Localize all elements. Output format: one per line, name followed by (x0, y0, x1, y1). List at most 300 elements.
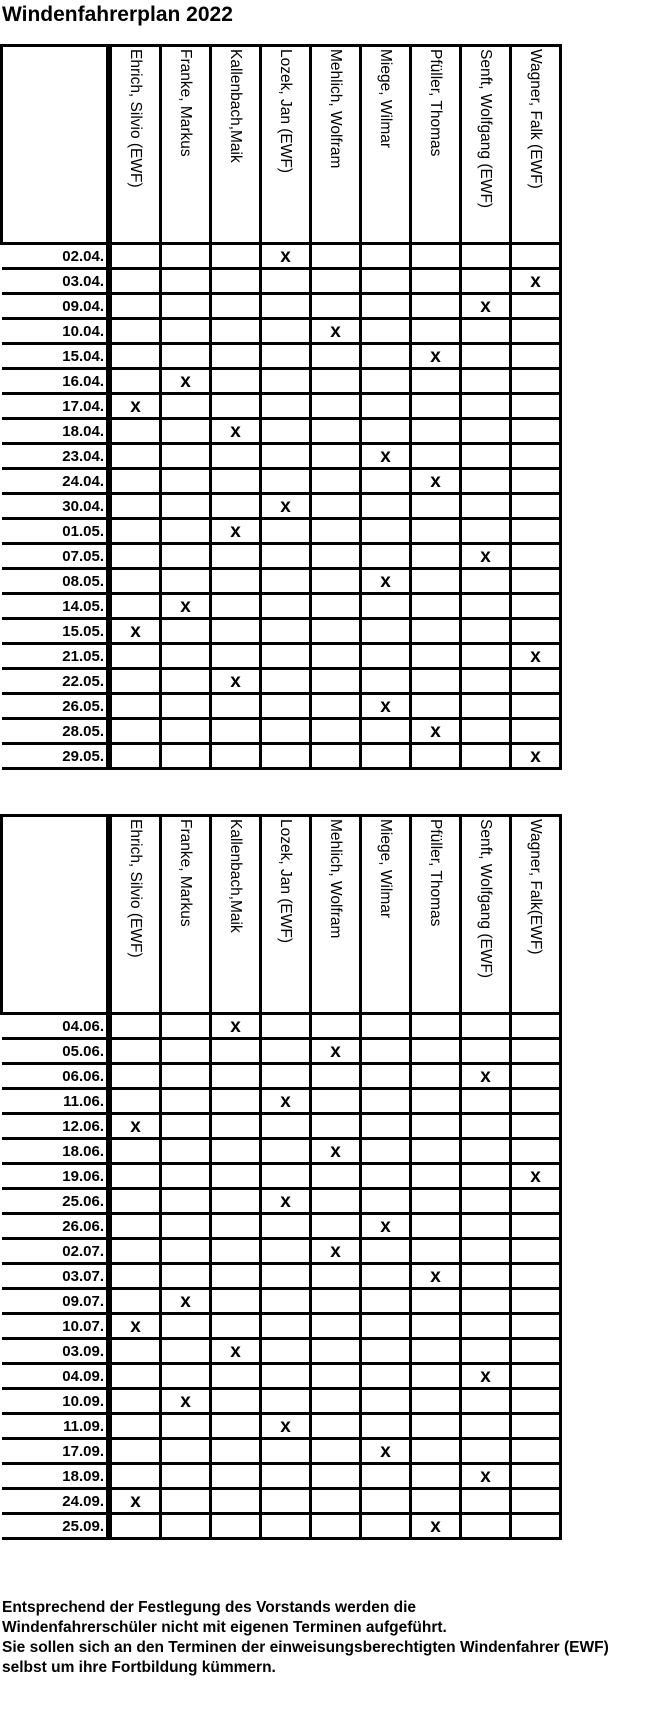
assignment-cell (261, 1389, 311, 1414)
date-cell: 30.04. (2, 494, 110, 519)
person-name: Ehrich, Silvio (EWF) (127, 819, 144, 958)
assignment-cell (261, 1214, 311, 1239)
assignment-cell (261, 1464, 311, 1489)
assignment-cell (411, 694, 461, 719)
assignment-cell (411, 1014, 461, 1039)
assignment-cell (261, 1489, 311, 1514)
header-row (2, 46, 561, 244)
assignment-cell (161, 1489, 211, 1514)
date-cell: 08.05. (2, 569, 110, 594)
assignment-cell (411, 1364, 461, 1389)
person-name: Mehlich, Wolfram (327, 49, 344, 169)
table-row (2, 494, 561, 519)
assignment-cell (109, 1039, 161, 1064)
assignment-cell (261, 1439, 311, 1464)
header-row (2, 816, 561, 1014)
assignment-cell (361, 594, 411, 619)
assignment-cell (161, 719, 211, 744)
assignment-cell: x (311, 1039, 361, 1064)
assignment-cell (311, 1414, 361, 1439)
assignment-cell (411, 1114, 461, 1139)
table-row (2, 1414, 561, 1439)
assignment-cell: x (161, 1289, 211, 1314)
assignment-cell (109, 469, 161, 494)
assignment-cell: x (411, 344, 461, 369)
table-row (2, 544, 561, 569)
assignment-cell (161, 1314, 211, 1339)
assignment-cell (211, 394, 261, 419)
assignment-cell (511, 1139, 561, 1164)
assignment-cell (161, 444, 211, 469)
assignment-cell (211, 1264, 261, 1289)
assignment-cell (511, 294, 561, 319)
assignment-cell (109, 544, 161, 569)
assignment-cell (311, 369, 361, 394)
assignment-cell (109, 694, 161, 719)
assignment-cell (161, 1014, 211, 1039)
person-name: Lozek, Jan (EWF) (277, 49, 294, 174)
assignment-cell (161, 294, 211, 319)
assignment-cell (511, 619, 561, 644)
assignment-cell (361, 1414, 411, 1439)
table-row (2, 1114, 561, 1139)
table-row (2, 319, 561, 344)
header-blank-cell (2, 46, 110, 244)
assignment-cell (461, 1514, 511, 1539)
assignment-cell (511, 1264, 561, 1289)
assignment-cell (161, 1264, 211, 1289)
assignment-cell (109, 669, 161, 694)
column-header (161, 816, 211, 1014)
table-row (2, 1464, 561, 1489)
assignment-cell (261, 694, 311, 719)
assignment-cell (261, 344, 311, 369)
assignment-cell (361, 1514, 411, 1539)
assignment-cell (511, 1089, 561, 1114)
assignment-cell (411, 369, 461, 394)
assignment-cell (161, 1439, 211, 1464)
assignment-cell (109, 369, 161, 394)
assignment-cell (109, 1214, 161, 1239)
column-header (311, 46, 361, 244)
assignment-cell (361, 719, 411, 744)
assignment-cell (161, 1239, 211, 1264)
assignment-cell (109, 719, 161, 744)
assignment-cell: x (109, 1114, 161, 1139)
date-cell: 15.05. (2, 619, 110, 644)
column-header (311, 816, 361, 1014)
assignment-cell (411, 319, 461, 344)
person-name: Pfüller, Thomas (427, 49, 444, 157)
assignment-cell (511, 694, 561, 719)
date-cell: 03.04. (2, 269, 110, 294)
assignment-cell (361, 1239, 411, 1264)
table-row (2, 1064, 561, 1089)
date-cell: 17.04. (2, 394, 110, 419)
assignment-cell: x (361, 694, 411, 719)
assignment-cell (161, 1114, 211, 1139)
assignment-cell (511, 1114, 561, 1139)
assignment-cell (461, 644, 511, 669)
assignment-cell (211, 744, 261, 769)
table-row (2, 1289, 561, 1314)
table-row (2, 1439, 561, 1464)
assignment-cell (109, 594, 161, 619)
date-cell: 19.06. (2, 1164, 110, 1189)
person-name: Lozek, Jan (EWF) (277, 819, 294, 944)
assignment-cell (261, 1039, 311, 1064)
assignment-cell (411, 1139, 461, 1164)
assignment-cell (261, 619, 311, 644)
footnote-line: selbst um ihre Fortbildung kümmern. (2, 1659, 276, 1676)
table-row (2, 394, 561, 419)
assignment-cell (261, 1264, 311, 1289)
assignment-cell (411, 1339, 461, 1364)
assignment-cell (211, 1364, 261, 1389)
assignment-cell: x (361, 569, 411, 594)
footnote-line: Sie sollen sich an den Terminen der einweisungsberechtigten Windenfahrer (EWF) (2, 1639, 609, 1656)
assignment-cell (311, 244, 361, 269)
assignment-cell (311, 619, 361, 644)
assignment-cell: x (161, 594, 211, 619)
assignment-cell (109, 1239, 161, 1264)
assignment-cell (261, 269, 311, 294)
assignment-cell (311, 1214, 361, 1239)
person-name: Wagner, Falk (EWF) (527, 49, 544, 189)
assignment-cell (161, 569, 211, 594)
assignment-cell (511, 419, 561, 444)
assignment-cell (311, 1064, 361, 1089)
assignment-cell (411, 644, 461, 669)
date-cell: 16.04. (2, 369, 110, 394)
table-row (2, 1189, 561, 1214)
assignment-cell (161, 694, 211, 719)
assignment-cell (411, 1039, 461, 1064)
assignment-cell (161, 1364, 211, 1389)
assignment-cell: x (461, 1064, 511, 1089)
assignment-cell (361, 344, 411, 369)
assignment-cell (311, 669, 361, 694)
assignment-cell (411, 1089, 461, 1114)
assignment-cell (361, 1389, 411, 1414)
assignment-cell (311, 1264, 361, 1289)
assignment-cell (461, 1339, 511, 1364)
assignment-cell (161, 344, 211, 369)
assignment-cell: x (511, 744, 561, 769)
assignment-cell (211, 1039, 261, 1064)
assignment-cell (411, 619, 461, 644)
assignment-cell (411, 244, 461, 269)
assignment-cell (311, 1464, 361, 1489)
assignment-cell (109, 1364, 161, 1389)
assignment-cell (511, 1039, 561, 1064)
date-cell: 03.07. (2, 1264, 110, 1289)
assignment-cell (361, 294, 411, 319)
assignment-cell (411, 1189, 461, 1214)
assignment-cell (261, 1014, 311, 1039)
date-cell: 03.09. (2, 1339, 110, 1364)
assignment-cell (511, 569, 561, 594)
schedule-table-2 (0, 814, 562, 1540)
date-cell: 25.09. (2, 1514, 110, 1539)
assignment-cell (361, 1264, 411, 1289)
assignment-cell (261, 394, 311, 419)
assignment-cell (361, 369, 411, 394)
assignment-cell (161, 269, 211, 294)
assignment-cell (461, 394, 511, 419)
date-cell: 09.07. (2, 1289, 110, 1314)
assignment-cell: x (161, 369, 211, 394)
date-cell: 10.04. (2, 319, 110, 344)
assignment-cell (461, 669, 511, 694)
assignment-cell (461, 1014, 511, 1039)
assignment-cell (511, 394, 561, 419)
date-cell: 11.09. (2, 1414, 110, 1439)
date-cell: 10.09. (2, 1389, 110, 1414)
assignment-cell (161, 319, 211, 344)
assignment-cell (109, 519, 161, 544)
assignment-cell (161, 1514, 211, 1539)
table-row (2, 1089, 561, 1114)
assignment-cell (161, 469, 211, 494)
assignment-cell (311, 344, 361, 369)
assignment-cell (211, 1064, 261, 1089)
table-row (2, 344, 561, 369)
assignment-cell (461, 619, 511, 644)
assignment-cell (511, 1364, 561, 1389)
assignment-cell (361, 1139, 411, 1164)
assignment-cell (261, 1064, 311, 1089)
assignment-cell (311, 1439, 361, 1464)
assignment-cell (211, 1164, 261, 1189)
assignment-cell (511, 1489, 561, 1514)
table-row (2, 1214, 561, 1239)
assignment-cell (361, 1089, 411, 1114)
assignment-cell (361, 1489, 411, 1514)
assignment-cell (411, 269, 461, 294)
assignment-cell (311, 519, 361, 544)
footnote-line: Entsprechend der Festlegung des Vorstands werden die (2, 1599, 416, 1616)
table-row (2, 244, 561, 269)
assignment-cell (511, 1189, 561, 1214)
column-header (361, 816, 411, 1014)
assignment-cell (461, 1414, 511, 1439)
assignment-cell (311, 269, 361, 294)
column-header (411, 816, 461, 1014)
person-name: Ehrich, Silvio (EWF) (127, 49, 144, 188)
assignment-cell: x (109, 619, 161, 644)
column-header (461, 46, 511, 244)
assignment-cell (109, 244, 161, 269)
person-name: Senft, Wolfgang (EWF) (477, 49, 494, 209)
date-cell: 05.06. (2, 1039, 110, 1064)
assignment-cell (109, 1289, 161, 1314)
assignment-cell (361, 494, 411, 519)
assignment-cell (361, 269, 411, 294)
assignment-cell (511, 1414, 561, 1439)
assignment-cell (461, 744, 511, 769)
assignment-cell (411, 294, 461, 319)
assignment-cell (311, 744, 361, 769)
assignment-cell (161, 1189, 211, 1214)
date-cell: 17.09. (2, 1439, 110, 1464)
assignment-cell (311, 719, 361, 744)
assignment-cell (211, 569, 261, 594)
header-blank-cell (2, 816, 110, 1014)
assignment-cell (211, 269, 261, 294)
assignment-cell (411, 594, 461, 619)
assignment-cell (511, 1314, 561, 1339)
assignment-cell (461, 1489, 511, 1514)
schedule-table-1 (0, 44, 562, 770)
assignment-cell (511, 1014, 561, 1039)
assignment-cell: x (109, 394, 161, 419)
assignment-cell (261, 569, 311, 594)
table-row (2, 619, 561, 644)
assignment-cell (261, 644, 311, 669)
assignment-cell (411, 419, 461, 444)
assignment-cell (311, 1114, 361, 1139)
assignment-cell (311, 644, 361, 669)
assignment-cell (311, 419, 361, 444)
assignment-cell (109, 569, 161, 594)
assignment-cell (461, 319, 511, 344)
assignment-cell (461, 569, 511, 594)
assignment-cell (511, 1439, 561, 1464)
assignment-cell (211, 619, 261, 644)
date-cell: 06.06. (2, 1064, 110, 1089)
assignment-cell (161, 1464, 211, 1489)
assignment-cell (361, 469, 411, 494)
assignment-cell (161, 644, 211, 669)
assignment-cell (211, 369, 261, 394)
assignment-cell (411, 569, 461, 594)
person-name: Franke, Markus (177, 49, 194, 157)
assignment-cell (161, 1064, 211, 1089)
assignment-cell (461, 519, 511, 544)
assignment-cell: x (511, 1164, 561, 1189)
column-header (511, 46, 561, 244)
assignment-cell (211, 694, 261, 719)
assignment-cell (161, 1164, 211, 1189)
date-cell: 02.04. (2, 244, 110, 269)
assignment-cell (511, 594, 561, 619)
date-cell: 18.09. (2, 1464, 110, 1489)
assignment-cell (361, 1289, 411, 1314)
assignment-cell (109, 744, 161, 769)
table-row (2, 1514, 561, 1539)
person-name: Mehlich, Wolfram (327, 819, 344, 939)
person-name: Wagner, Falk(EWF) (527, 819, 544, 955)
table-row (2, 269, 561, 294)
assignment-cell (411, 1214, 461, 1239)
assignment-cell (361, 319, 411, 344)
assignment-cell (411, 1414, 461, 1439)
assignment-cell (361, 544, 411, 569)
assignment-cell (161, 244, 211, 269)
assignment-cell (109, 1514, 161, 1539)
assignment-cell: x (361, 1214, 411, 1239)
column-header (511, 816, 561, 1014)
assignment-cell (461, 1089, 511, 1114)
assignment-cell: x (411, 719, 461, 744)
table-row (2, 369, 561, 394)
assignment-cell: x (511, 269, 561, 294)
assignment-cell (211, 1239, 261, 1264)
assignment-cell (511, 544, 561, 569)
assignment-cell (311, 1514, 361, 1539)
assignment-cell: x (411, 1514, 461, 1539)
assignment-cell (109, 1414, 161, 1439)
assignment-cell: x (261, 1089, 311, 1114)
assignment-cell (361, 619, 411, 644)
assignment-cell: x (161, 1389, 211, 1414)
column-header (109, 816, 161, 1014)
person-name: Miege, Wilmar (377, 49, 394, 149)
table-row (2, 1339, 561, 1364)
assignment-cell (511, 1064, 561, 1089)
person-name: Pfüller, Thomas (427, 819, 444, 927)
assignment-cell: x (311, 319, 361, 344)
date-cell: 10.07. (2, 1314, 110, 1339)
assignment-cell (109, 319, 161, 344)
date-cell: 28.05. (2, 719, 110, 744)
assignment-cell (211, 444, 261, 469)
assignment-cell (211, 594, 261, 619)
assignment-cell (211, 1189, 261, 1214)
assignment-cell (311, 294, 361, 319)
column-header (261, 816, 311, 1014)
assignment-cell (461, 719, 511, 744)
assignment-cell (211, 644, 261, 669)
date-cell: 14.05. (2, 594, 110, 619)
date-cell: 21.05. (2, 644, 110, 669)
assignment-cell (311, 569, 361, 594)
assignment-cell (211, 544, 261, 569)
assignment-cell: x (361, 1439, 411, 1464)
assignment-cell (511, 1214, 561, 1239)
table-row (2, 1239, 561, 1264)
date-cell: 09.04. (2, 294, 110, 319)
assignment-cell (261, 369, 311, 394)
assignment-cell (161, 1414, 211, 1439)
assignment-cell (361, 1064, 411, 1089)
assignment-cell: x (261, 494, 311, 519)
assignment-cell (511, 469, 561, 494)
assignment-cell (211, 1314, 261, 1339)
table-row (2, 1014, 561, 1039)
assignment-cell (311, 694, 361, 719)
assignment-cell (511, 1464, 561, 1489)
assignment-cell (511, 244, 561, 269)
assignment-cell: x (411, 1264, 461, 1289)
assignment-cell (361, 1039, 411, 1064)
assignment-cell (461, 469, 511, 494)
assignment-cell (461, 344, 511, 369)
assignment-cell (211, 719, 261, 744)
table-row (2, 519, 561, 544)
assignment-cell (411, 1389, 461, 1414)
assignment-cell (261, 1339, 311, 1364)
assignment-cell: x (461, 544, 511, 569)
assignment-cell (311, 1189, 361, 1214)
assignment-cell (411, 394, 461, 419)
assignment-cell (361, 419, 411, 444)
assignment-cell (511, 319, 561, 344)
assignment-cell (311, 594, 361, 619)
column-header (109, 46, 161, 244)
assignment-cell (311, 1364, 361, 1389)
